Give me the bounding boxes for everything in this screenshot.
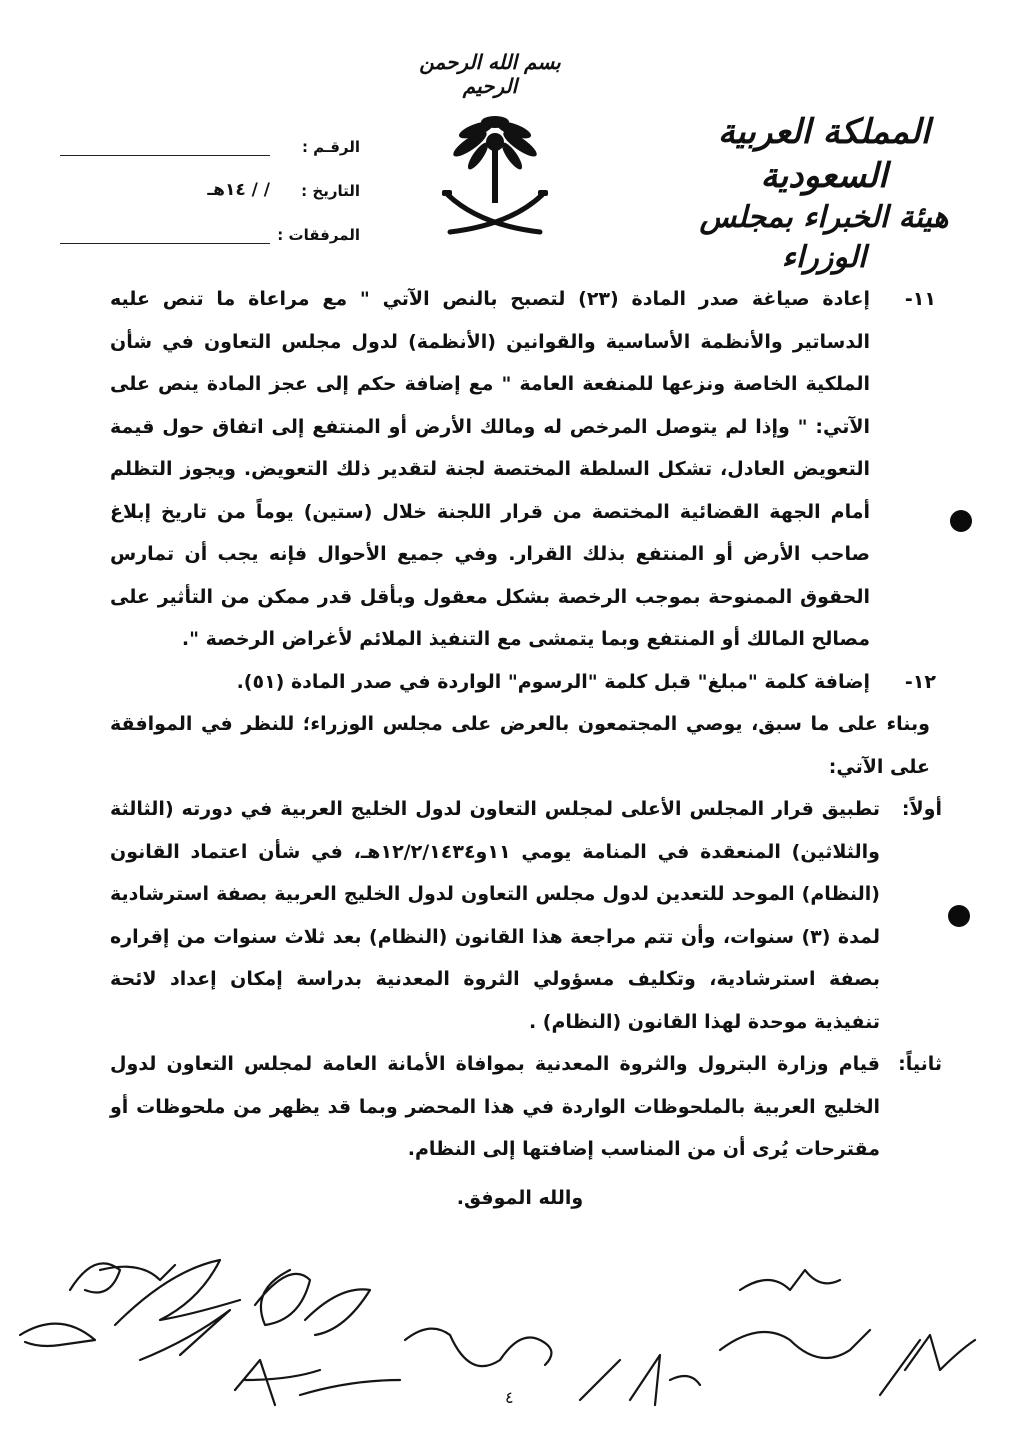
- item-12: [110, 661, 936, 704]
- signature-icon: [305, 1289, 370, 1335]
- section-first-text: تطبيق قرار المجلس الأعلى لمجلس التعاون لدول الخليج العربية في دورته (الثالثة والثلاثين) المنعقدة في المنامة يومي ١١و١٢/٢/١٤٣٤هـ، في شأن اعتماد القانون (النظام) الموحد للتعدين لدول مجلس التعاون لدول الخليج العربية بصفة استرشادية لمدة (٣) سنوات، وأن تتم مراجعة هذا القانون (النظام) بعد ثلاث سنوات من إقراره بصفة استرشادية، وتكليف مسؤولي الثروة المعدنية بدراسة إمكان إعداد لائحة تنفيذية موحدة لهذا القانون (النظام) .: [110, 798, 880, 1033]
- item-12-text: إضافة كلمة "مبلغ" قبل كلمة "الرسوم" الواردة في صدر المادة (٥١).: [236, 670, 870, 693]
- attachments-row: [60, 200, 360, 244]
- agency-header: [664, 110, 984, 278]
- signature-icon: [235, 1360, 320, 1405]
- signature-icon: [20, 1324, 95, 1346]
- section-second-text: قيام وزارة البترول والثروة المعدنية بموافاة الأمانة العامة لمجلس التعاون لدول الخليج العربية بالملحوظات الواردة في هذا المحضر وبما قد يظهر من ملحوظات أو مقترحات يُرى أن من المناسب إضافتها إلى النظام.: [110, 1053, 880, 1160]
- recommendation-intro: وبناء على ما سبق، يوصي المجتمعون بالعرض على مجلس الوزراء؛ للنظر في الموافقة على الآتي:: [110, 713, 930, 778]
- basmala: بسم الله الرحمن الرحيم: [419, 50, 561, 98]
- ref-label: الرقـم :: [301, 138, 360, 156]
- agency-line-2: هيئة الخبراء بمجلس الوزراء: [699, 200, 949, 275]
- binder-hole-icon: [950, 510, 972, 532]
- signature-icon: [740, 1270, 840, 1290]
- signatures: [0, 1230, 1024, 1439]
- signature-icon: [405, 1329, 551, 1367]
- section-second-label: ثانياً:: [898, 1053, 942, 1075]
- signature-icon: [300, 1380, 400, 1395]
- section-first: [110, 788, 942, 1043]
- signature-icon: [880, 1335, 975, 1395]
- signature-icon: [255, 1270, 310, 1325]
- ref-row: [60, 112, 360, 156]
- attachments-line: [60, 225, 270, 244]
- date-label: التاريخ :: [301, 182, 360, 200]
- document-body: [110, 278, 942, 1219]
- agency-line-1: المملكة العربية السعودية: [717, 112, 931, 196]
- palm-and-swords-emblem-icon: [440, 100, 550, 245]
- page-number: ٤: [505, 1388, 514, 1407]
- closing-line: والله الموفق.: [456, 1186, 584, 1209]
- section-second: [110, 1043, 942, 1171]
- section-first-label: أولاً:: [901, 798, 942, 820]
- letter-metadata: [60, 112, 360, 244]
- signature-icon: [140, 1310, 230, 1360]
- item-12-number: ١٢-: [904, 670, 936, 693]
- ref-line: [60, 137, 270, 156]
- attachments-label: المرفقات :: [277, 226, 360, 244]
- binder-hole-icon: [948, 905, 970, 927]
- signature-icon: [720, 1330, 870, 1358]
- signature-icon: [580, 1355, 700, 1405]
- item-11-text: إعادة صياغة صدر المادة (٢٣) لتصبح بالنص الآتي " مع مراعاة ما تنص عليه الدساتير والأنظمة الأساسية والقوانين (الأنظمة) لدول مجلس التعاون في شأن الملكية الخاصة ونزعها للمنفعة العامة " مع إضافة حكم إلى عجز المادة ينص على الآتي: " وإذا لم يتوصل المرخص له ومالك الأرض أو المنتفع إلى اتفاق حول قيمة التعويض العادل، تشكل السلطة المختصة لجنة لتقدير ذلك التعويض. ويجوز التظلم أمام الجهة القضائية المختصة من قرار اللجنة خلال (ستين) يوماً من تاريخ إبلاغ صاحب الأرض أو المنتفع بذلك القرار. وفي جميع الأحوال فإنه يجب أن تمارس الحقوق الممنوحة بموجب الرخصة بشكل معقول وبأقل قدر ممكن من التأثير على مصالح المالك أو المنتفع وبما يتمشى مع التنفيذ الملائم لأغراض الرخصة ".: [110, 288, 870, 650]
- item-11-number: ١١-: [904, 288, 936, 310]
- item-11: [110, 278, 936, 661]
- date-value: / / ١٤هـ: [207, 180, 270, 200]
- date-row: [60, 156, 360, 200]
